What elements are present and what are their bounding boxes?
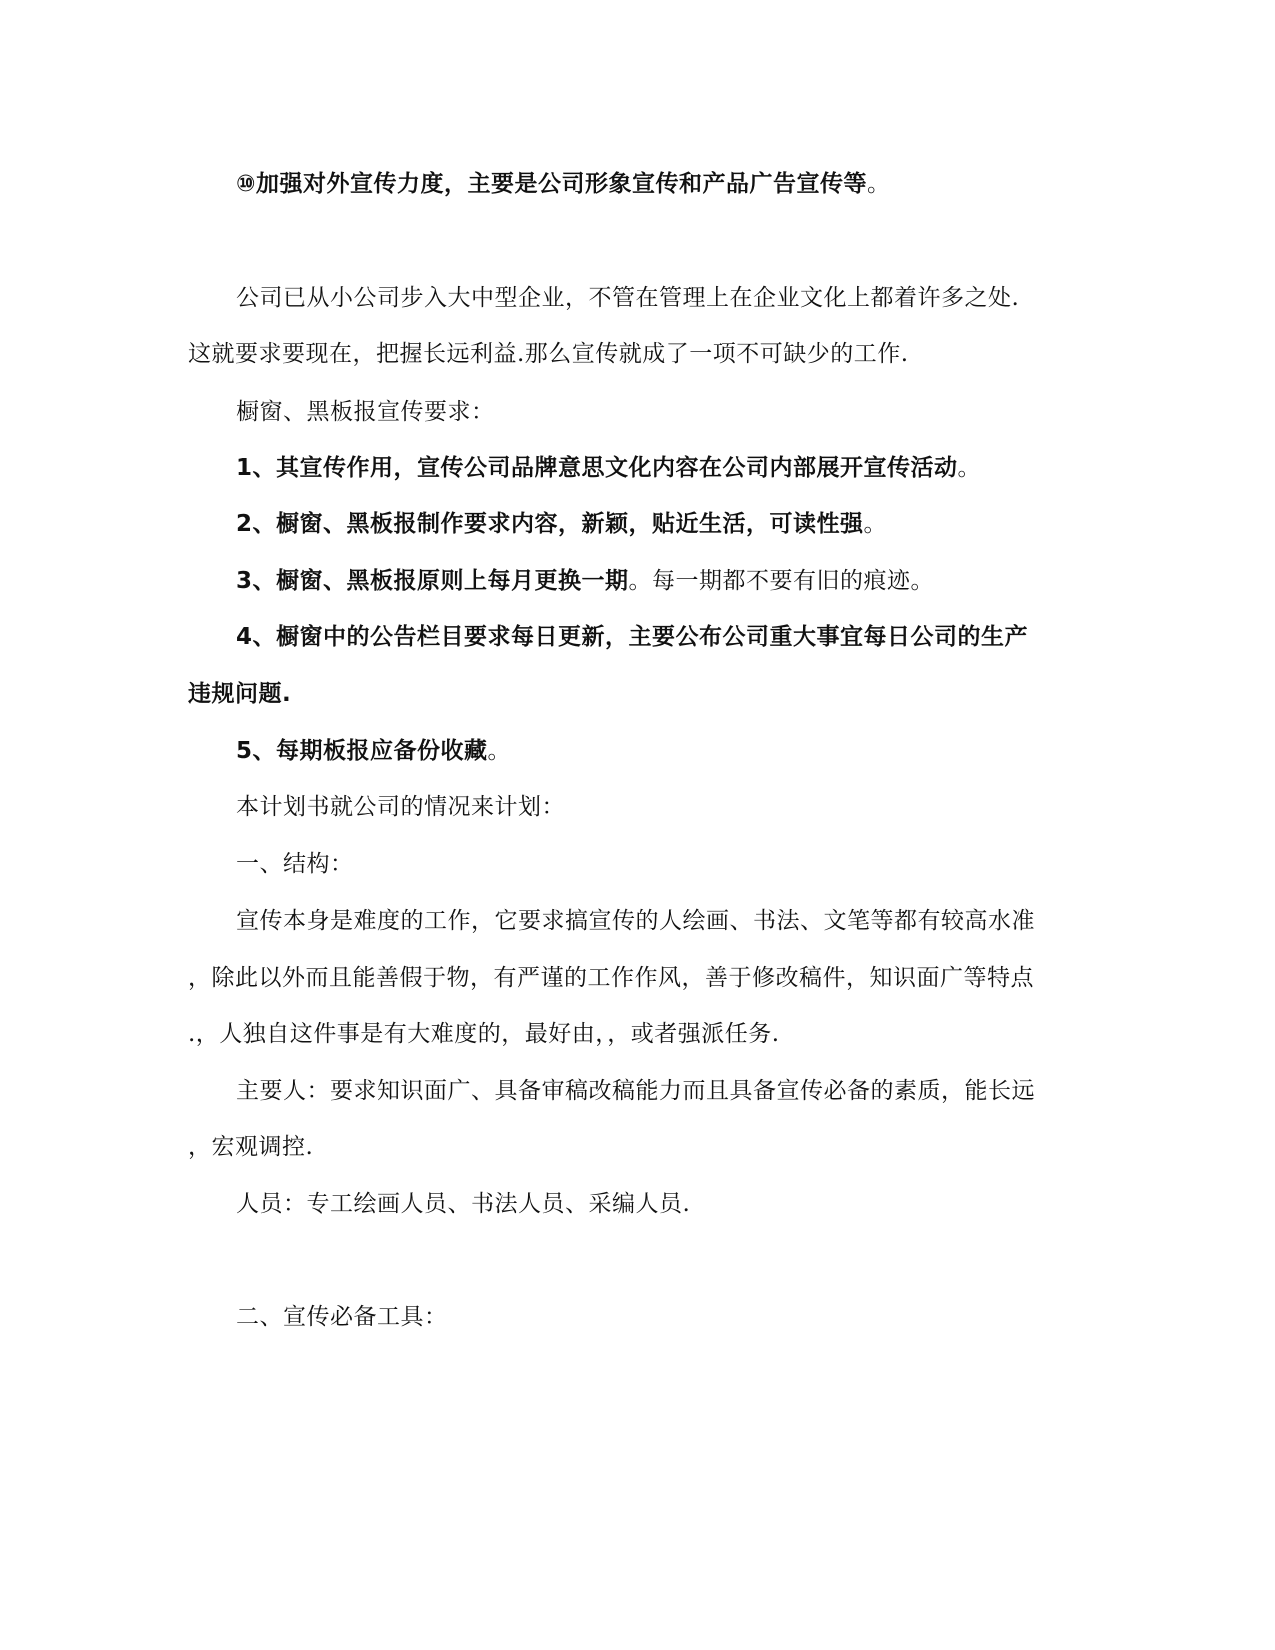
requirements-title: 橱窗、黑板报宣传要求：	[236, 399, 495, 425]
requirement-4-line-1: 4、橱窗中的公告栏目要求每日更新，主要公布公司重大事宜每日公司的生产	[236, 624, 1029, 650]
requirement-1-end: 。	[957, 455, 982, 481]
structure-line-3: .，人独自这件事是有大难度的，最好由，，或者强派任务.	[188, 1021, 780, 1047]
structure-line-1: 宣传本身是难度的工作，它要求搞宣传的人绘画、书法、文笔等都有较高水准	[236, 908, 1035, 934]
requirement-3-end: 。每一期都不要有旧的痕迹。	[628, 568, 935, 594]
staff-line: 人员：专工绘画人员、书法人员、采编人员.	[236, 1191, 691, 1217]
requirement-4-line-2: 违规问题.	[188, 681, 292, 707]
section-1-heading: 一、结构：	[236, 851, 354, 877]
item-10	[236, 168, 1136, 200]
requirement-1	[236, 452, 1136, 484]
requirement-3	[236, 565, 1136, 597]
item-10-text: ⑩加强对外宣传力度，主要是公司形象宣传和产品广告宣传等	[236, 171, 867, 197]
requirement-2-text: 2、橱窗、黑板报制作要求内容，新颖，贴近生活，可读性强	[236, 511, 864, 537]
structure-line-2: ，除此以外而且能善假于物，有严谨的工作作风，善于修改稿件，知识面广等特点	[188, 965, 1034, 991]
requirement-2	[236, 508, 1136, 540]
intro-line-2: 这就要求要现在，把握长远利益.那么宣传就成了一项不可缺少的工作.	[188, 341, 909, 367]
plan-intro: 本计划书就公司的情况来计划：	[236, 794, 565, 820]
lead-line-2: ，宏观调控.	[188, 1134, 314, 1160]
requirement-1-text: 1、其宣传作用，宣传公司品牌意思文化内容在公司内部展开宣传活动	[236, 455, 958, 481]
lead-line-1: 主要人：要求知识面广、具备审稿改稿能力而且具备宣传必备的素质，能长远	[236, 1078, 1035, 1104]
intro-line-1: 公司已从小公司步入大中型企业，不管在管理上在企业文化上都着许多之处.	[236, 285, 1020, 311]
item-10-end: 。	[866, 171, 891, 197]
section-2-heading: 二、宣传必备工具：	[236, 1304, 448, 1330]
requirement-5	[236, 735, 1136, 767]
requirement-5-text: 5、每期板报应备份收藏	[236, 738, 488, 764]
requirement-3-text: 3、橱窗、黑板报原则上每月更换一期	[236, 568, 629, 594]
requirement-2-end: 。	[863, 511, 888, 537]
requirement-5-end: 。	[487, 738, 512, 764]
